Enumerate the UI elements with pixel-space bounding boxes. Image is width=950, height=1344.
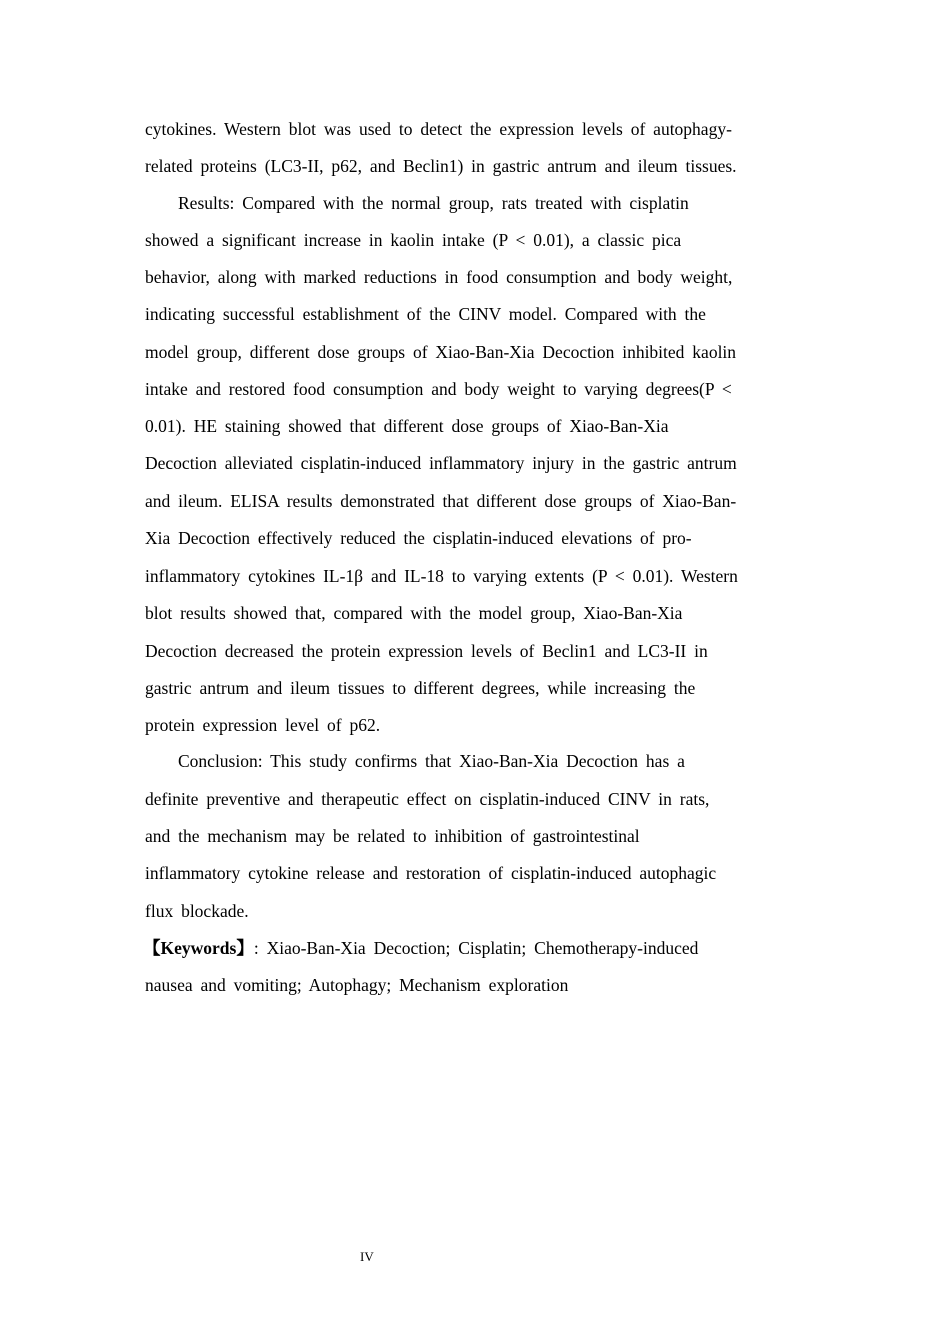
text-line-10: Decoction alleviated cisplatin-induced inflammatory injury in the gastric antrum xyxy=(145,453,737,473)
text-line-12: Xia Decoction effectively reduced the cisplatin-induced elevations of pro- xyxy=(145,528,692,548)
text-line-6: indicating successful establishment of the CINV model. Compared with the xyxy=(145,304,706,324)
page-number: IV xyxy=(360,1249,374,1264)
text-line-5: behavior, along with marked reductions in food consumption and body weight, xyxy=(145,267,733,287)
results-paragraph-start: Results: Compared with the normal group, rats treated with cisplatin xyxy=(178,193,689,213)
text-line-7: model group, different dose groups of Xiao-Ban-Xia Decoction inhibited kaolin xyxy=(145,342,737,362)
text-line-15: Decoction decreased the protein expression levels of Beclin1 and LC3-II in xyxy=(145,641,708,661)
text-line-13: inflammatory cytokines IL-1β and IL-18 to varying extents (P < 0.01). Western xyxy=(145,566,738,586)
text-line-22: flux blockade. xyxy=(145,901,249,921)
text-line-8: intake and restored food consumption and body weight to varying degrees(P < xyxy=(145,379,732,399)
text-line-11: and ileum. ELISA results demonstrated that different dose groups of Xiao-Ban- xyxy=(145,491,737,511)
text-line-1: cytokines. Western blot was used to detect the expression levels of autophagy- xyxy=(145,119,732,139)
text-line-20: and the mechanism may be related to inhibition of gastrointestinal xyxy=(145,826,640,846)
keywords-label: 【Keywords】 xyxy=(143,938,254,958)
conclusion-paragraph-start: Conclusion: This study confirms that Xiao-Ban-Xia Decoction has a xyxy=(178,751,685,771)
keywords-line xyxy=(143,937,698,959)
text-line-2: related proteins (LC3-II, p62, and Beclin1) in gastric antrum and ileum tissues. xyxy=(145,156,737,176)
keywords-line-2: nausea and vomiting; Autophagy; Mechanism exploration xyxy=(145,975,569,995)
text-line-14: blot results showed that, compared with the model group, Xiao-Ban-Xia xyxy=(145,603,683,623)
text-line-17: protein expression level of p62. xyxy=(145,715,381,735)
keywords-list: : Xiao-Ban-Xia Decoction; Cisplatin; Chemotherapy-induced xyxy=(253,938,699,958)
text-line-4: showed a significant increase in kaolin intake (P < 0.01), a classic pica xyxy=(145,230,682,250)
text-line-9: 0.01). HE staining showed that different dose groups of Xiao-Ban-Xia xyxy=(145,416,669,436)
text-line-21: inflammatory cytokine release and restoration of cisplatin-induced autophagic xyxy=(145,863,717,883)
text-line-19: definite preventive and therapeutic effect on cisplatin-induced CINV in rats, xyxy=(145,789,710,809)
text-line-16: gastric antrum and ileum tissues to different degrees, while increasing the xyxy=(145,678,696,698)
